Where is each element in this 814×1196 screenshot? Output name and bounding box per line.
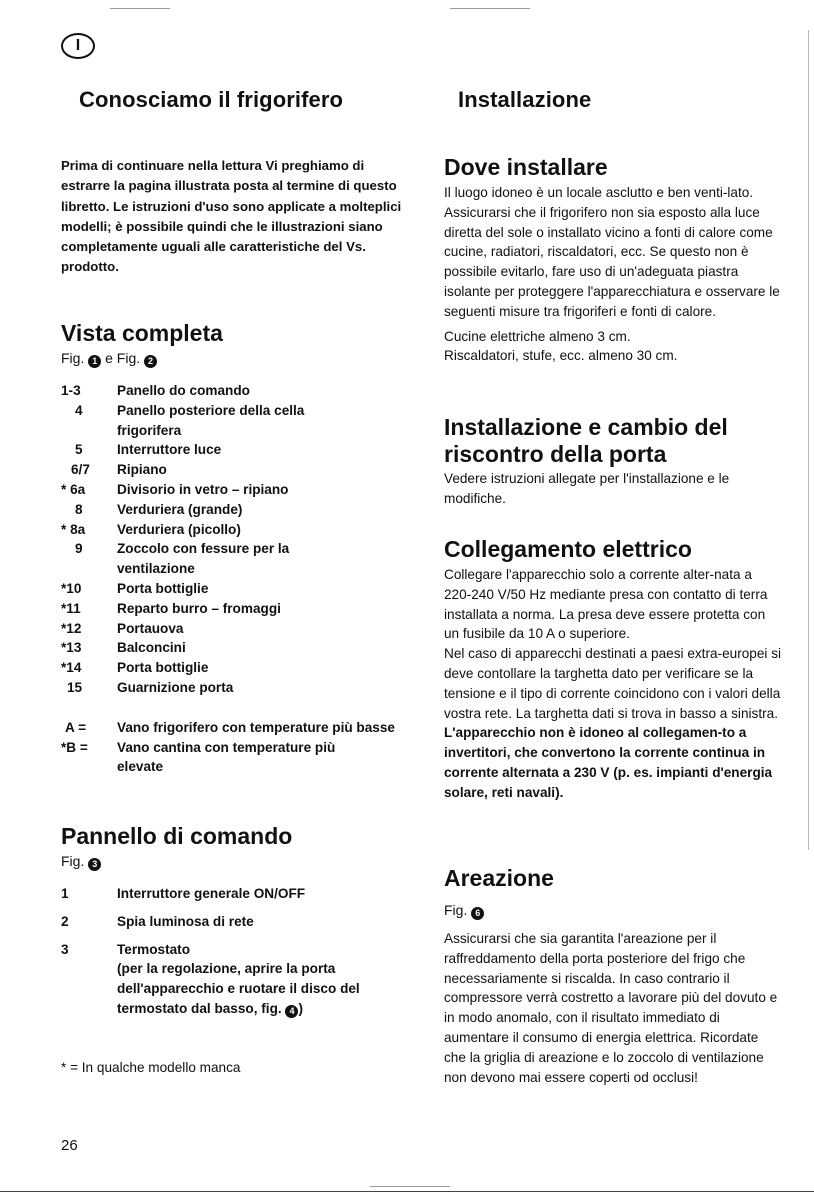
zone-item bbox=[61, 718, 406, 738]
item-text: Ripiano bbox=[117, 462, 167, 478]
scan-edge-line bbox=[808, 30, 809, 850]
item-text: Balconcini bbox=[117, 640, 186, 656]
zone-item bbox=[61, 738, 406, 778]
item-text: Porta bottiglie bbox=[117, 580, 209, 596]
zone-text: Vano frigorifero con temperature più basse bbox=[117, 719, 395, 735]
zone-label: *B = bbox=[61, 739, 88, 755]
list-item bbox=[61, 440, 406, 460]
item-text: Guarnizione porta bbox=[117, 679, 234, 695]
item-number: * 8a bbox=[61, 521, 86, 537]
list-item bbox=[61, 638, 406, 658]
zone-label: A = bbox=[65, 719, 87, 735]
item-number: * 6a bbox=[61, 481, 86, 497]
item-number: 1 bbox=[61, 886, 69, 901]
item-text: Divisorio in vetro – ripiano bbox=[117, 481, 289, 497]
item-number: 3 bbox=[61, 941, 69, 957]
item-number: *10 bbox=[61, 580, 82, 596]
areazione-paragraph: Assicurarsi che sia garantita l'areazione per il raffreddamento della porta posteriore del frigo che necessariamente si riscalda. In caso contrario il compressore verrà costretto a lavorare più del dovuto e in modo anomalo, con il risultato immediato di aumentare il consumo di energia elettrica. Ricordate che la griglia di areazione e lo zoccolo di ventilazione non devono mai essere coperti od occlusi! bbox=[444, 931, 778, 1085]
item-number: 8 bbox=[75, 501, 83, 517]
collegamento-section bbox=[444, 565, 781, 803]
installazione-paragraph: Vedere istruzioni allegate per l'installazione e le modifiche. bbox=[444, 471, 730, 506]
fig-number-badge: 4 bbox=[285, 1005, 298, 1018]
list-item bbox=[61, 381, 406, 401]
dove-distance-heater: Riscaldatori, stufe, ecc. almeno 30 cm. bbox=[444, 348, 678, 364]
list-item bbox=[61, 940, 406, 960]
list-item bbox=[61, 401, 406, 441]
areazione-title: Areazione bbox=[444, 865, 554, 891]
item-text: Porta bottiglie bbox=[117, 660, 209, 676]
intro-paragraph: Prima di continuare nella lettura Vi preghiamo di estrarre la pagina illustrata posta al termine di questo libretto. Le istruzioni d'uso sono applicate a molteplici modelli; è possibile quindi che le illustrazioni siano completamente uguali alle caratteristiche del Vs. prodotto. bbox=[61, 158, 402, 275]
item-text: Portauova bbox=[117, 620, 184, 636]
note-text: (per la regolazione, aprire la porta dell'apparecchio e ruotare il disco del termostato dal basso, fig. bbox=[117, 961, 360, 1016]
item-number: 4 bbox=[75, 402, 83, 418]
item-number: *12 bbox=[61, 620, 82, 636]
list-item bbox=[61, 599, 406, 619]
list-item bbox=[61, 460, 406, 480]
collegamento-warning: L'apparecchio non è idoneo al collegamen-to a invertitori, che convertono la corrente continua in corrente alternata a 230 V (p. es. impianti d'energia solare, reti navali). bbox=[444, 725, 773, 800]
fig-number-badge: 3 bbox=[88, 858, 101, 871]
item-text: Panello posteriore della cella frigorifera bbox=[117, 402, 305, 438]
bottom-dash bbox=[370, 1186, 450, 1187]
dove-section bbox=[444, 183, 781, 366]
vista-title: Vista completa bbox=[61, 320, 223, 346]
item-text: Zoccolo con fessure per la ventilazione bbox=[117, 541, 290, 577]
item-text: Spia luminosa di rete bbox=[117, 913, 254, 929]
vista-parts-list bbox=[61, 381, 406, 777]
fig-prefix: Fig. bbox=[61, 350, 85, 366]
list-item bbox=[61, 884, 406, 904]
fig-prefix: Fig. bbox=[444, 902, 468, 918]
footnote: * = In qualche modello manca bbox=[61, 1060, 241, 1075]
top-dash bbox=[110, 8, 170, 9]
areazione-fig-ref bbox=[444, 902, 484, 920]
item-text: Interruttore luce bbox=[117, 442, 222, 458]
collegamento-paragraph-1: Collegare l'apparecchio solo a corrente alter-nata a 220-240 V/50 Hz mediante presa con contatto di terra installata a norma. La presa deve essere protetta con un fusibile da 10 A o superiore. bbox=[444, 567, 768, 642]
item-number: 9 bbox=[75, 541, 83, 557]
item-text: Panello do comando bbox=[117, 383, 250, 398]
vista-fig-ref bbox=[61, 350, 157, 368]
zone-text: Vano cantina con temperature più elevate bbox=[117, 739, 336, 775]
installazione-title: Installazione e cambio del riscontro della porta bbox=[444, 414, 728, 467]
language-badge-label: I bbox=[75, 37, 81, 54]
list-item bbox=[61, 579, 406, 599]
item-text: Reparto burro – fromaggi bbox=[117, 600, 281, 616]
collegamento-paragraph-2: Nel caso di apparecchi destinati a paesi extra-europei si deve contollare la targhetta dato per verificare se la tensione e il tipo di corrente coincidono con i valori della vostra rete. La targhetta dati si trova in basso a sinistra. bbox=[444, 646, 782, 721]
item-number: 2 bbox=[61, 913, 69, 929]
dove-paragraph: Il luogo idoneo è un locale asclutto e ben venti-lato. Assicurarsi che il frigorifero non sia esposto alla luce diretta del sole o installato vicino a fonti di calore come cucine, radiatori, riscaldatori, ecc. Se questo non è possibile evitarlo, fare uso di un'adeguata piastra isolante per proteggere l'apparecchiatura e osservare le seguenti misure tra frigoriferi e fonti di calore. bbox=[444, 185, 780, 319]
fig-number-badge: 2 bbox=[144, 355, 157, 368]
left-header: Conosciamo il frigorifero bbox=[79, 87, 344, 112]
note-end: ) bbox=[298, 1000, 303, 1016]
list-item bbox=[61, 619, 406, 639]
item-text: Verduriera (picollo) bbox=[117, 521, 241, 537]
list-item bbox=[61, 658, 406, 678]
item-number: 1-3 bbox=[61, 383, 81, 398]
thermostat-note bbox=[61, 959, 406, 1018]
item-text: Verduriera (grande) bbox=[117, 501, 243, 517]
item-text: Interruttore generale ON/OFF bbox=[117, 886, 306, 901]
list-item bbox=[61, 520, 406, 540]
collegamento-title: Collegamento elettrico bbox=[444, 536, 692, 562]
top-dash bbox=[450, 8, 530, 9]
pannello-list bbox=[61, 884, 406, 1019]
fig-mid-text: e Fig. bbox=[105, 350, 141, 366]
item-text: Termostato bbox=[117, 941, 191, 957]
item-number: *13 bbox=[61, 640, 82, 656]
page-number: 26 bbox=[61, 1137, 78, 1154]
item-number: 5 bbox=[75, 442, 83, 458]
list-item bbox=[61, 539, 406, 579]
item-number: 6/7 bbox=[71, 462, 90, 478]
dove-distance-cooker: Cucine elettriche almeno 3 cm. bbox=[444, 328, 631, 344]
fig-prefix: Fig. bbox=[61, 853, 85, 869]
dove-title: Dove installare bbox=[444, 154, 608, 180]
item-number: *11 bbox=[61, 600, 81, 616]
fig-number-badge: 1 bbox=[88, 355, 101, 368]
pannello-title: Pannello di comando bbox=[61, 823, 293, 849]
list-item bbox=[61, 678, 406, 698]
language-badge bbox=[61, 33, 95, 59]
item-number: 15 bbox=[67, 679, 83, 695]
list-item bbox=[61, 480, 406, 500]
item-number: *14 bbox=[61, 660, 82, 676]
list-item bbox=[61, 500, 406, 520]
bottom-rule bbox=[0, 1191, 814, 1192]
right-header: Installazione bbox=[458, 87, 592, 112]
fig-number-badge: 6 bbox=[471, 907, 484, 920]
pannello-fig-ref bbox=[61, 853, 101, 871]
list-item bbox=[61, 912, 406, 932]
